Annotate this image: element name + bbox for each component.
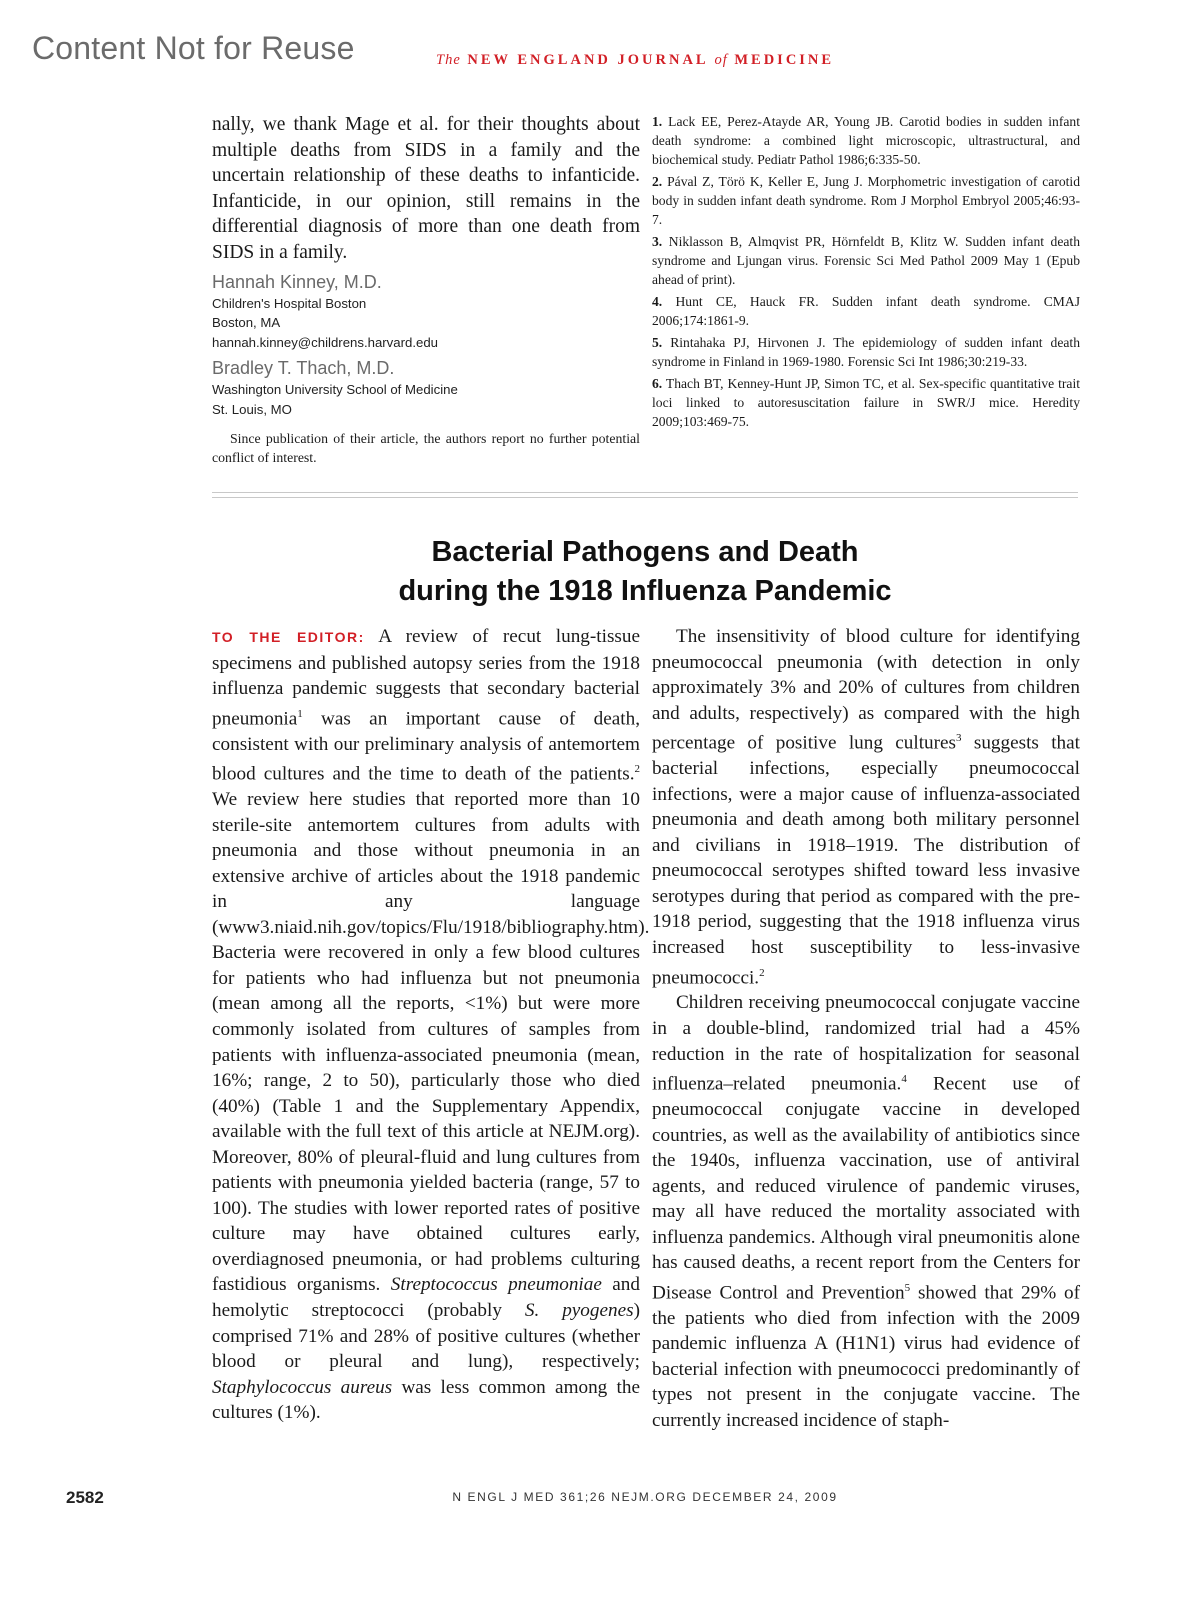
section-divider-top <box>212 492 1078 493</box>
author-affiliation-line: St. Louis, MO <box>212 401 292 417</box>
watermark: Content Not for Reuse <box>32 30 355 66</box>
reference-item <box>652 292 1080 330</box>
author-block <box>212 270 640 420</box>
author-affiliation-line: Children's Hospital Boston <box>212 295 367 311</box>
reference-item <box>652 232 1080 289</box>
author-affiliation-line: Washington University School of Medicine <box>212 382 458 398</box>
journal-the: The <box>436 52 461 68</box>
article-title-line-2: during the 1918 Influenza Pandemic <box>398 575 892 607</box>
reference-number: 4. <box>652 294 663 309</box>
reference-number: 3. <box>652 234 663 249</box>
journal-name-a: NEW ENGLAND JOURNAL <box>467 52 708 68</box>
journal-name-b: MEDICINE <box>734 52 835 68</box>
reference-item <box>652 374 1080 431</box>
previous-letter-tail <box>212 112 640 467</box>
reference-list <box>652 112 1080 434</box>
article-paragraph-3: Children receiving pneumococcal conjugate vaccine in a double-blind, randomized trial had a 45% reduction in the rate of hospitalization for seasonal influenza–related pneumonia.$^4$ Recent use of pneumococcal conjugate vaccine in developed countries, as well as the availability of antibiotics since the 1940s, influenza vaccination, use of antiviral agents, and reduced virulence of pandemic viruses, may all have reduced the mortality associated with influenza pandemics. Although viral pneumonitis alone has caused deaths, a recent report from the Centers for Disease Control and Prevention$^5$ showed that 29% of the patients who died from infection with the 2009 pandemic influenza A (H1N1) virus had evidence of bacterial infection with pneumococci predominantly of types not present in the conjugate vaccine. The currently increased incidence of staph- <box>652 992 1080 1431</box>
section-divider-bottom <box>212 497 1078 498</box>
page-number: 2582 <box>66 1488 104 1507</box>
author-name: Hannah Kinney, M.D. <box>212 271 382 292</box>
author-name: Bradley T. Thach, M.D. <box>212 358 395 379</box>
reference-number: 6. <box>652 376 663 391</box>
reference-text: Thach BT, Kenney-Hunt JP, Simon TC, et al. Sex-specific quantitative trait loci linked to autoresuscitation failure in SWR/J mice. Heredity 2009;103:469-75. <box>652 376 1081 429</box>
reference-item <box>652 333 1080 371</box>
reference-text: Hunt CE, Hauck FR. Sudden infant death syndrome. CMAJ 2006;174:1861-9. <box>652 294 1080 328</box>
to-the-editor-label: TO THE EDITOR: <box>212 629 365 645</box>
reference-number: 1. <box>652 114 663 129</box>
article-paragraph-1: TO THE EDITOR: A review of recut lung-tissue specimens and published autopsy series from the 1918 influenza pandemic suggests that secondary bacterial pneumonia$^1$ was an important cause of death, consistent with our preliminary analysis of antemortem blood cultures and the time to death of the patients.$^2$ We review here studies that reported more than 10 sterile-site antemortem cultures from adults with pneumonia and those without pneumonia in an extensive archive of articles about the 1918 pandemic in any language (www3.niaid.nih.gov/topics/Flu/1918/bibliography.htm). Bacteria were recovered in only a few blood cultures for patients who had influenza but not pneumonia (mean among all the reports, <1%) but were more commonly isolated from cultures of samples from patients with influenza-associated pneumonia (mean, 16%; range, 2 to 50), particularly those who died (40%) (Table 1 and the Supplementary Appendix, available with the full text of this article at NEJM.org). Moreover, 80% of pleural-fluid and lung cultures from patients with pneumonia yielded bacteria (range, 57 to 100). The studies with lower reported rates of positive culture may have obtained cultures early, overdiagnosed pneumonia, or had problems culturing fastidious organisms. Streptococcus pneumoniae and hemolytic streptococci (probably S. pyogenes) comprised 71% and 28% of positive cultures (whether blood or pleural and lung), respectively; Staphylococcus aureus was less common among the cultures (1%). <box>212 626 650 1424</box>
author-affiliation-line: hannah.kinney@childrens.harvard.edu <box>212 334 438 350</box>
reference-number: 2. <box>652 174 663 189</box>
reference-number: 5. <box>652 335 663 350</box>
journal-of: of <box>714 52 728 68</box>
author-affiliation-line: Boston, MA <box>212 315 281 331</box>
article-title <box>212 533 1078 611</box>
letter-paragraph: nally, we thank Mage et al. for their thoughts about multiple deaths from SIDS in a family and the uncertain relationship of these deaths to infanticide. Infanticide, in our opinion, still remains in the differential diagnosis of more than one death from SIDS in a family. <box>212 114 640 263</box>
article-body-left-column <box>212 624 650 1426</box>
article-paragraph-2: The insensitivity of blood culture for identifying pneumococcal pneumonia (with detection in only approximately 3% and 20% of cultures from children and adults, respectively) as compared with the high percentage of positive lung cultures$^3$ suggests that bacterial infections, especially pneumococcal infections, were a major cause of influenza-associated pneumonia and death among both military personnel and civilians in 1918–1919. The distribution of pneumococcal serotypes shifted toward less invasive serotypes during that period as compared with the pre-1918 period, suggesting that the 1918 influenza virus increased host susceptibility to less-invasive pneumococci.$^2$ <box>652 626 1080 988</box>
article-body-right-column <box>652 624 1080 1434</box>
reference-item <box>652 112 1080 169</box>
article-title-line-1: Bacterial Pathogens and Death <box>431 536 859 568</box>
reference-item <box>652 172 1080 229</box>
reference-text: Niklasson B, Almqvist PR, Hörnfeldt B, Klitz W. Sudden infant death syndrome and Ljungan virus. Forensic Sci Med Pathol 2009 May 1 (Epub ahead of print). <box>652 234 1080 287</box>
footer-citation: N ENGL J MED 361;26 NEJM.ORG DECEMBER 24, 2009 <box>452 1490 838 1504</box>
reference-text: Lack EE, Perez-Atayde AR, Young JB. Carotid bodies in sudden infant death syndrome: a combined light microscopic, ultrastructural, and biochemical study. Pediatr Pathol 1986;6:335-50. <box>652 114 1080 167</box>
reference-text: Pával Z, Törö K, Keller E, Jung J. Morphometric investigation of carotid body in sudden infant death syndrome. Rom J Morphol Embryol 2005;46:93-7. <box>652 174 1080 227</box>
reference-text: Rintahaka PJ, Hirvonen J. The epidemiology of sudden infant death syndrome in Finland in 1969-1980. Forensic Sci Int 1986;30:219-33. <box>652 335 1080 369</box>
disclosure-note: Since publication of their article, the authors report no further potential conflict of interest. <box>212 431 640 466</box>
journal-header <box>436 52 834 69</box>
